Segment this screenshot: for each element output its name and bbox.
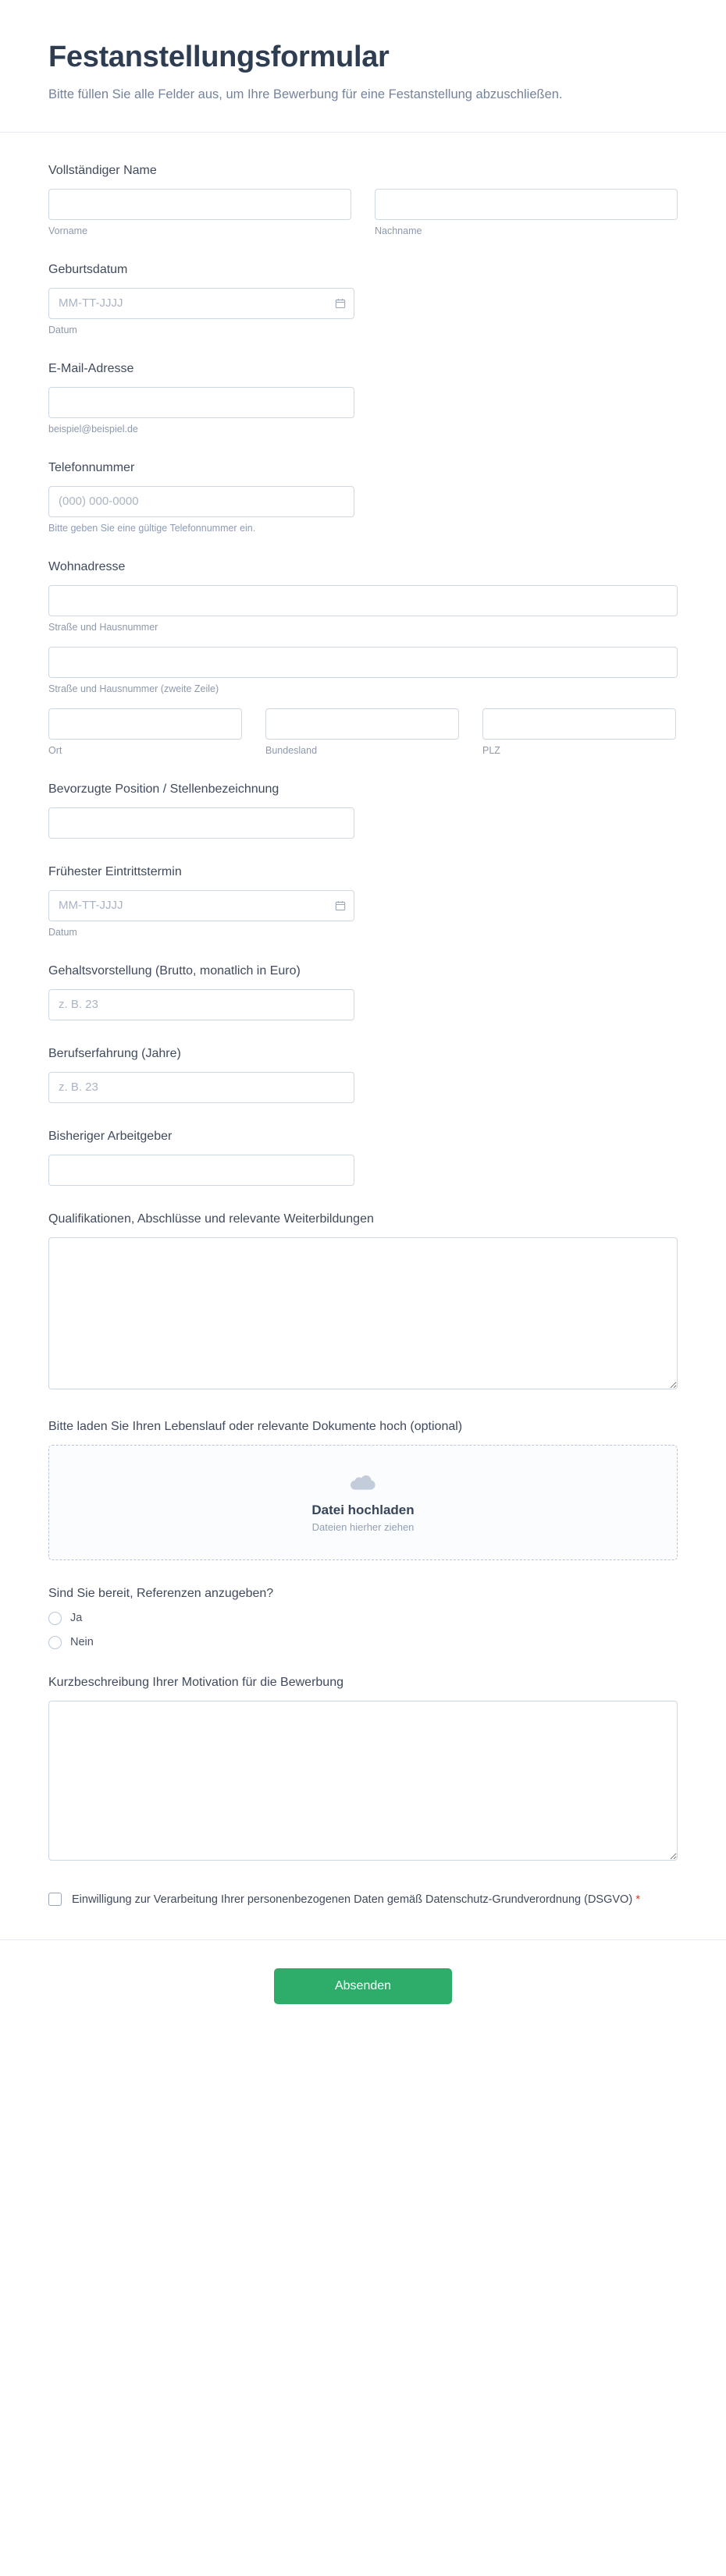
field-salary [48, 964, 678, 1020]
zip-group [482, 708, 676, 756]
email-hint: beispiel@beispiel.de [48, 423, 138, 435]
motivation-label: Kurzbeschreibung Ihrer Motivation für die Bewerbung [48, 1675, 343, 1689]
previous-employer-label: Bisheriger Arbeitgeber [48, 1129, 173, 1143]
consent-checkbox[interactable] [48, 1893, 62, 1906]
salary-label: Gehaltsvorstellung (Brutto, monatlich in Euro) [48, 963, 301, 978]
address-label: Wohnadresse [48, 559, 126, 573]
email-input-wrapper [48, 387, 354, 418]
start-date-hint: Datum [48, 926, 77, 938]
zip-input[interactable] [482, 708, 676, 740]
field-motivation [48, 1676, 678, 1865]
state-group [265, 708, 459, 756]
salary-input-wrapper [48, 989, 354, 1020]
page-subtitle: Bitte füllen Sie alle Felder aus, um Ihre Bewerbung für eine Festanstellung abzuschließen. [48, 87, 563, 101]
field-start-date [48, 865, 678, 938]
last-name-group [375, 189, 678, 236]
state-hint: Bundesland [265, 744, 318, 756]
field-references [48, 1587, 678, 1649]
motivation-textarea[interactable] [48, 1701, 678, 1861]
experience-input[interactable] [48, 1072, 354, 1103]
field-qualifications [48, 1212, 678, 1393]
position-input-wrapper [48, 807, 354, 839]
submit-button[interactable]: Absenden [274, 1968, 452, 2004]
experience-label: Berufserfahrung (Jahre) [48, 1046, 181, 1060]
first-name-group [48, 189, 351, 236]
last-name-hint: Nachname [375, 225, 422, 236]
first-name-input[interactable] [48, 189, 351, 220]
birthdate-input[interactable] [48, 288, 354, 319]
birthdate-input-wrapper [48, 288, 354, 319]
address-line1-input[interactable] [48, 585, 678, 616]
field-birthdate [48, 263, 678, 335]
field-experience [48, 1047, 678, 1103]
qualifications-label: Qualifikationen, Abschlüsse und relevante Weiterbildungen [48, 1212, 374, 1226]
start-date-label: Frühester Eintrittstermin [48, 864, 182, 878]
radio-icon[interactable] [48, 1612, 62, 1625]
phone-input[interactable] [48, 486, 354, 517]
start-date-input[interactable] [48, 890, 354, 921]
consent-text [72, 1891, 640, 1909]
field-full-name [48, 164, 678, 236]
experience-input-wrapper [48, 1072, 354, 1103]
salary-input[interactable] [48, 989, 354, 1020]
radio-icon[interactable] [48, 1636, 62, 1649]
form-header [0, 0, 726, 133]
state-input[interactable] [265, 708, 459, 740]
consent-row[interactable] [48, 1891, 678, 1909]
file-upload-label: Bitte laden Sie Ihren Lebenslauf oder relevante Dokumente hoch (optional) [48, 1419, 463, 1433]
form-body [0, 133, 726, 1909]
references-option-no[interactable] [48, 1636, 678, 1649]
field-phone [48, 461, 678, 534]
position-input[interactable] [48, 807, 354, 839]
form-footer [0, 1939, 726, 2045]
full-name-row [48, 189, 678, 236]
references-option-yes-label: Ja [70, 1612, 83, 1625]
phone-input-wrapper [48, 486, 354, 517]
address-line2-hint: Straße und Hausnummer (zweite Zeile) [48, 683, 219, 694]
file-upload-drop-hint: Dateien hierher ziehen [311, 1520, 415, 1533]
address-line1-hint: Straße und Hausnummer [48, 621, 158, 633]
address-line2-input[interactable] [48, 647, 678, 678]
position-label: Bevorzugte Position / Stellenbezeichnung [48, 782, 279, 796]
address-city-state-zip-row [48, 708, 678, 756]
first-name-hint: Vorname [48, 225, 88, 236]
city-hint: Ort [48, 744, 62, 756]
previous-employer-input-wrapper [48, 1155, 354, 1186]
file-upload-button[interactable]: Datei hochladen [311, 1502, 415, 1517]
start-date-input-wrapper [48, 890, 354, 921]
file-upload-dropzone[interactable] [48, 1445, 678, 1560]
qualifications-textarea[interactable] [48, 1237, 678, 1389]
cloud-upload-icon [349, 1472, 377, 1493]
field-file-upload [48, 1420, 678, 1560]
field-address [48, 560, 678, 756]
page-title: Festanstellungsformular [48, 41, 390, 73]
city-input[interactable] [48, 708, 242, 740]
last-name-input[interactable] [375, 189, 678, 220]
phone-label: Telefonnummer [48, 460, 135, 474]
email-input[interactable] [48, 387, 354, 418]
references-label: Sind Sie bereit, Referenzen anzugeben? [48, 1586, 274, 1600]
field-email [48, 362, 678, 435]
full-name-label: Vollständiger Name [48, 163, 157, 177]
birthdate-label: Geburtsdatum [48, 262, 128, 276]
required-marker: * [635, 1892, 641, 1906]
field-previous-employer [48, 1130, 678, 1186]
birthdate-hint: Datum [48, 324, 77, 335]
email-label: E-Mail-Adresse [48, 361, 134, 375]
city-group [48, 708, 242, 756]
references-option-no-label: Nein [70, 1636, 94, 1649]
references-option-yes[interactable] [48, 1612, 678, 1625]
field-position [48, 782, 678, 839]
phone-hint: Bitte geben Sie eine gültige Telefonnummer ein. [48, 522, 256, 534]
zip-hint: PLZ [482, 744, 500, 756]
previous-employer-input[interactable] [48, 1155, 354, 1186]
consent-label: Einwilligung zur Verarbeitung Ihrer personenbezogenen Daten gemäß Datenschutz-Grundverordnung (DSGVO) [72, 1893, 633, 1906]
